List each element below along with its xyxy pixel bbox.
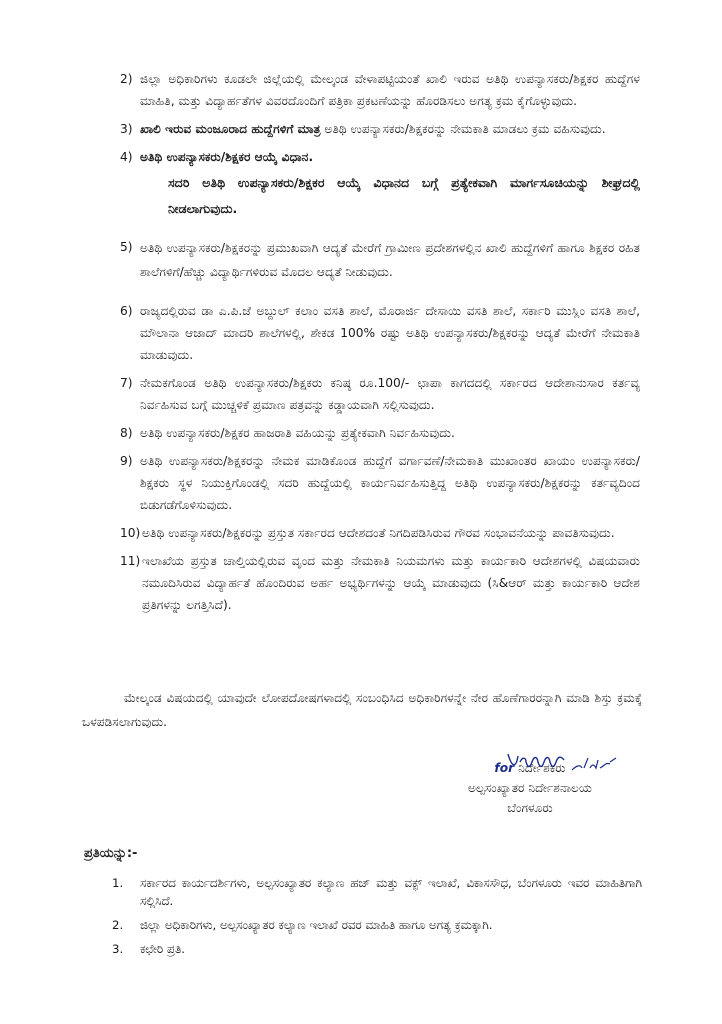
item-text: ಅತಿಥಿ ಉಪನ್ಯಾಸಕರು/ಶಿಕ್ಷಕರನ್ನು ನೇಮಕ ಮಾಡಿಕೊಂಡ ಹುದ್ದೆಗೆ ವರ್ಗಾವಣೆ/ನೇಮಕಾತಿ ಮುಖಾಂತರ ಖಾಯಂ ಉಪನ್ಯಾಸಕರು/ಶಿಕ್ಷಕರು ಸ್ಥಳ ನಿಯುಕ್ತಿಗೊಂಡಲ್ಲಿ ಸದರಿ ಹುದ್ದೆಯಲ್ಲಿ ಕಾರ್ಯನಿರ್ವಹಿಸುತ್ತಿದ್ದ ಅತಿಥಿ ಉಪನ್ಯಾಸಕರು/ಶಿಕ್ಷಕರನ್ನು ಕರ್ತವ್ಯದಿಂದ ಬಿಡುಗಡೆಗೊಳಿಸುವುದು. [140,454,640,512]
for-mark: for [494,761,515,775]
handwritten-signature [504,748,624,778]
list-item-8 [120,422,640,444]
guidelines-note: ಸದರಿ ಅತಿಥಿ ಉಪನ್ಯಾಸಕರು/ಶಿಕ್ಷಕರ ಆಯ್ಕೆ ವಿಧಾನದ ಬಗ್ಗೆ ಪ್ರತ್ಯೇಕವಾಗಿ ಮಾರ್ಗಸೂಚಿಯನ್ನು ಶೀಘ್ರದಲ್ಲಿ ನೀಡಲಾಗುವುದು. [168,175,640,216]
item-text: ನೇಮಕಗೊಂಡ ಅತಿಥಿ ಉಪನ್ಯಾಸಕರು/ಶಿಕ್ಷಕರು ಕನಿಷ್ಠ ರೂ.100/- ಛಾಪಾ ಕಾಗದದಲ್ಲಿ ಸರ್ಕಾರದ ಆದೇಶಾನುಸಾರ ಕರ್ತವ್ಯ ನಿರ್ವಹಿಸುವ ಬಗ್ಗೆ ಮುಚ್ಚಳಿಕೆ ಪ್ರಮಾಣ ಪತ್ರವನ್ನು ಕಡ್ಡಾಯವಾಗಿ ಸಲ್ಲಿಸುವುದು. [140,376,640,412]
item-number: 3) [120,122,133,136]
item-number: 2) [120,72,133,86]
closing-paragraph: ಮೇಲ್ಕಂಡ ವಿಷಯದಲ್ಲಿ ಯಾವುದೇ ಲೋಪದೋಷಗಳಾದಲ್ಲಿ ಸಂಬಂಧಿಸಿದ ಅಧಿಕಾರಿಗಳನ್ನೇ ನೇರ ಹೊಣೆಗಾರರನ್ನಾಗಿ ಮಾಡಿ ಶಿಸ್ತು ಕ್ರಮಕ್ಕೆ ಒಳಪಡಿಸಲಾಗುವುದು. [82,691,642,729]
copy-text: ಜಿಲ್ಲಾ ಅಧಿಕಾರಿಗಳು, ಅಲ್ಪಸಂಖ್ಯಾತರ ಕಲ್ಯಾಣ ಇಲಾಖೆ ರವರ ಮಾಹಿತಿ ಹಾಗೂ ಅಗತ್ಯ ಕ್ರಮಕ್ಕಾಗಿ. [140,918,493,932]
copy-number: 3. [112,942,124,956]
item-heading: ಅತಿಥಿ ಉಪನ್ಯಾಸಕರು/ಶಿಕ್ಷಕರ ಆಯ್ಕೆ ವಿಧಾನ. [140,150,314,164]
instruction-list [120,68,640,622]
item-text: ಅತಿಥಿ ಉಪನ್ಯಾಸಕರು/ಶಿಕ್ಷಕರನ್ನು ಪ್ರಸ್ತುತ ಸರ್ಕಾರದ ಆದೇಶದಂತೆ ನಿಗದಿಪಡಿಸಿರುವ ಗೌರವ ಸಂಭಾವನೆಯನ್ನು ಪಾವತಿಸುವುದು. [142,526,615,540]
item-text: ಅತಿಥಿ ಉಪನ್ಯಾಸಕರು/ಶಿಕ್ಷಕರ ಹಾಜರಾತಿ ವಹಿಯನ್ನು ಪ್ರತ್ಯೇಕವಾಗಿ ನಿರ್ವಹಿಸುವುದು. [140,426,455,440]
signatory-office: ಅಲ್ಪಸಂಖ್ಯಾತರ ನಿರ್ದೇಶನಾಲಯ [467,781,593,795]
signature-block [400,748,660,818]
copy-text: ಕಛೇರಿ ಪ್ರತಿ. [140,942,185,956]
item-text: ರಾಜ್ಯದಲ್ಲಿರುವ ಡಾ ಎ.ಪಿ.ಜೆ ಅಬ್ದುಲ್ ಕಲಾಂ ವಸತಿ ಶಾಲೆ, ಮೊರಾರ್ಜಿ ದೇಸಾಯಿ ವಸತಿ ಶಾಲೆ, ಸರ್ಕಾರಿ ಮುಸ್ಲಿಂ ವಸತಿ ಶಾಲೆ, ಮೌಲಾನಾ ಆಜಾದ್ ಮಾದರಿ ಶಾಲೆಗಳಲ್ಲಿ, ಶೇಕಡ 100% ರಷ್ಟು ಅತಿಥಿ ಉಪನ್ಯಾಸಕರು/ಶಿಕ್ಷಕರನ್ನು ಆದ್ಯತೆ ಮೇರೆಗೆ ನೇಮಕಾತಿ ಮಾಡುವುದು. [140,304,640,362]
list-item-2 [120,68,640,112]
copy-item [112,916,642,934]
item-number: 6) [120,304,133,318]
list-item-3 [120,118,640,140]
list-item-10 [120,522,640,544]
signatory-designation: ನಿರ್ದೇಶಕರು [518,761,566,775]
copy-number: 1. [112,876,124,890]
item-text: ಜಿಲ್ಲಾ ಅಧಿಕಾರಿಗಳು ಕೂಡಲೇ ಜಿಲ್ಲೆಯಲ್ಲಿ ಮೇಲ್ಕಂಡ ವೇಳಾಪಟ್ಟಿಯಂತೆ ಖಾಲಿ ಇರುವ ಅತಿಥಿ ಉಪನ್ಯಾಸಕರು/ಶಿಕ್ಷಕರ ಹುದ್ದೆಗಳ ಮಾಹಿತಿ, ಮತ್ತು ವಿದ್ಯಾರ್ಹತೆಗಳ ವಿವರದೊಂದಿಗೆ ಪತ್ರಿಕಾ ಪ್ರಕಟಣೆಯನ್ನು ಹೊರಡಿಸಲು ಅಗತ್ಯ ಕ್ರಮ ಕೈಗೊಳ್ಳುವುದು. [140,72,640,108]
item-text-bold: ಖಾಲಿ ಇರುವ ಮಂಜೂರಾದ ಹುದ್ದೆಗಳಿಗೆ ಮಾತ್ರ [140,122,321,136]
item-number: 11) [120,554,141,568]
item-text [140,118,640,140]
signatory-place: ಬೆಂಗಳೂರು [507,801,553,815]
copy-to-heading: ಪ್ರತಿಯನ್ನು:- [84,846,138,861]
list-item-11 [120,550,640,616]
list-item-5 [120,236,640,284]
item-number: 4) [120,150,133,164]
copy-to-list [112,874,642,964]
copy-text: ಸರ್ಕಾರದ ಕಾರ್ಯದರ್ಶಿಗಳು, ಅಲ್ಪಸಂಖ್ಯಾತರ ಕಲ್ಯಾಣ ಹಜ್ ಮತ್ತು ವಕ್ಫ್ ಇಲಾಖೆ, ವಿಕಾಸಸೌಧ, ಬೆಂಗಳೂರು ಇವರ ಮಾಹಿತಿಗಾಗಿ ಸಲ್ಲಿಸಿದೆ. [140,876,642,908]
item-number: 5) [120,240,133,254]
item-text: ಅತಿಥಿ ಉಪನ್ಯಾಸಕರು/ಶಿಕ್ಷಕರನ್ನು ಪ್ರಮುಖವಾಗಿ ಆದ್ಯತೆ ಮೇರೆಗೆ ಗ್ರಾಮೀಣ ಪ್ರದೇಶಗಳಲ್ಲಿನ ಖಾಲಿ ಹುದ್ದೆಗಳಿಗೆ ಹಾಗೂ ಶಿಕ್ಷಕರ ರಹಿತ ಶಾಲೆಗಳಿಗೆ/ಹೆಚ್ಚು ವಿದ್ಯಾರ್ಥಿಗಳಿರುವ ಮೊದಲ ಆದ್ಯತೆ ನೀಡುವುದು. [140,241,640,279]
item-number: 8) [120,426,133,440]
list-item-6 [120,300,640,366]
item-number: 7) [120,376,133,390]
item-number: 10) [120,526,141,540]
item-number: 9) [120,454,133,468]
copy-item [112,874,642,910]
item-text: ಇಲಾಖೆಯ ಪ್ರಸ್ತುತ ಚಾಲ್ತಿಯಲ್ಲಿರುವ ವೃಂದ ಮತ್ತು ನೇಮಕಾತಿ ನಿಯಮಗಳು ಮತ್ತು ಕಾರ್ಯಕಾರಿ ಆದೇಶಗಳಲ್ಲಿ ವಿಷಯವಾರು ನಮೂದಿಸಿರುವ ವಿದ್ಯಾರ್ಹತೆ ಹೊಂದಿರುವ ಅರ್ಹ ಅಭ್ಯರ್ಥಿಗಳನ್ನು ಆಯ್ಕೆ ಮಾಡುವುದು (ಸಿ&ಆರ್ ಮತ್ತು ಕಾರ್ಯಕಾರಿ ಆದೇಶ ಪ್ರತಿಗಳನ್ನು ಲಗತ್ತಿಸಿದೆ). [142,554,640,612]
copy-number: 2. [112,918,124,932]
list-item-4 [120,146,640,168]
list-item-9 [120,450,640,516]
copy-item [112,940,642,958]
item-text-rest: ಅತಿಥಿ ಉಪನ್ಯಾಸಕರು/ಶಿಕ್ಷಕರನ್ನು ನೇಮಕಾತಿ ಮಾಡಲು ಕ್ರಮ ವಹಿಸುವುದು. [320,122,606,136]
list-item-7 [120,372,640,416]
